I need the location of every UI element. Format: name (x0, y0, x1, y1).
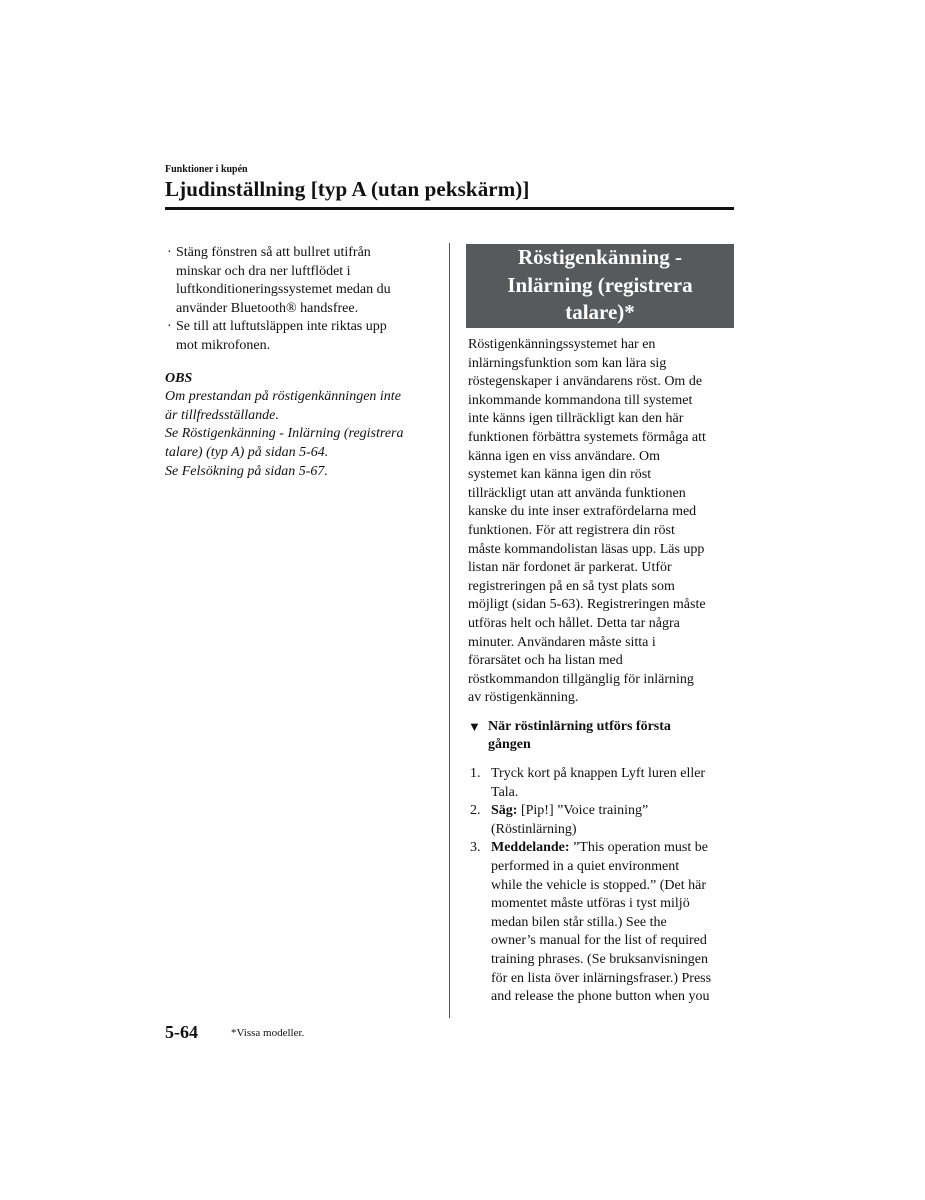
step-text: (Röstinlärning) (491, 821, 577, 837)
body-line: måste kommandolistan läsas upp. Läs upp (468, 541, 705, 557)
section-heading-line: talare)* (565, 300, 635, 324)
body-line: röstegenskaper i användarens röst. Om de (468, 374, 703, 390)
left-column (165, 244, 437, 481)
title-rule (165, 207, 734, 210)
step-line (491, 914, 734, 933)
step-text: Tala. (491, 784, 519, 800)
bullet-dot-icon: · (167, 319, 172, 335)
body-line: av röstigenkänning. (468, 690, 579, 706)
obs-line: Om prestandan på röstigenkänningen inte (165, 389, 401, 405)
body-line: möjligt (sidan 5-63). Registreringen måste (468, 597, 706, 613)
step-text: while the vehicle is stopped.” (Det här (491, 877, 706, 893)
body-line: inlärningsfunktion som kan lära sig (468, 355, 667, 371)
bullet-line: mot mikrofonen. (176, 337, 271, 353)
subheading-line: När röstinlärning utförs första (488, 718, 671, 734)
step-number: 3. (470, 840, 481, 856)
step-line (491, 802, 734, 821)
step-text: [Pip!] ”Voice training” (520, 803, 649, 819)
subheading (468, 718, 734, 755)
section-heading (466, 244, 734, 328)
obs-label: OBS (165, 370, 193, 386)
body-line: tillräckligt utan att använda funktionen (468, 485, 686, 501)
bullet-list (165, 244, 437, 356)
step-item (468, 765, 734, 802)
body-line: minuter. Användaren måste sitta i (468, 634, 656, 650)
step-text: ”This operation must be (573, 840, 708, 856)
body-line: funktionen. För att registrera din röst (468, 522, 675, 538)
body-line: inkommande kommandona till systemet (468, 392, 693, 408)
step-item (468, 839, 734, 1006)
section-label: Funktioner i kupén (165, 164, 248, 175)
body-line: inte känns igen tillräckligt kan den här (468, 411, 684, 427)
step-line (491, 821, 734, 840)
bullet-line: Stäng fönstren så att bullret utifrån (176, 245, 371, 260)
step-text: momentet måste utföras i tyst miljö (491, 896, 690, 912)
step-number: 1. (470, 766, 481, 782)
step-line (491, 765, 734, 784)
step-item (468, 802, 734, 839)
bullet-line: minskar och dra ner luftflödet i (176, 263, 351, 279)
step-text: Tryck kort på knappen Lyft luren eller (491, 766, 706, 782)
right-column (468, 336, 734, 1007)
step-number: 2. (470, 803, 481, 819)
step-line (491, 839, 734, 858)
subheading-line: gången (488, 737, 531, 753)
bullet-line: Se till att luftutsläppen inte riktas upp (176, 319, 387, 335)
bullet-line: använder Bluetooth® handsfree. (176, 300, 359, 316)
step-line (491, 877, 734, 896)
step-text: training phrases. (Se bruksanvisningen (491, 952, 708, 967)
triangle-icon: ▼ (468, 718, 481, 734)
step-text: owner’s manual for the list of required (491, 933, 707, 949)
obs-line: är tillfredsställande. (165, 407, 279, 423)
bullet-dot-icon: · (167, 245, 172, 260)
page-number: 5-64 (165, 1022, 198, 1042)
step-text: för en lista över inlärningsfraser.) Press (491, 970, 712, 986)
bullet-line: luftkonditioneringssystemet medan du (176, 282, 391, 298)
body-paragraph (468, 336, 734, 708)
obs-note (165, 388, 437, 481)
step-line (491, 784, 734, 803)
obs-line: talare) (typ A) på sidan 5-64. (165, 444, 329, 460)
step-label: Meddelande: (491, 840, 570, 856)
body-line: känna igen en viss användare. Om (468, 448, 661, 464)
body-line: utföras helt och hållet. Detta tar några (468, 615, 680, 631)
subheading-text (488, 718, 734, 755)
step-line (491, 951, 734, 970)
step-line (491, 988, 734, 1007)
body-line: kanske du inte inser extrafördelarna med (468, 504, 697, 520)
step-label: Säg: (491, 803, 518, 819)
body-line: listan när fordonet är parkerat. Utför (468, 560, 672, 576)
column-divider (449, 243, 450, 1018)
page-title: Ljudinställning [typ A (utan pekskärm)] (165, 177, 530, 201)
step-line (491, 970, 734, 989)
obs-line: Se Felsökning på sidan 5-67. (165, 463, 328, 479)
body-line: systemet kan känna igen din röst (468, 467, 652, 483)
footnote: *Vissa modeller. (231, 1027, 305, 1039)
step-text: and release the phone button when you (491, 989, 710, 1005)
body-line: funktionen förbättra systemets förmåga att (468, 429, 706, 445)
body-line: registreringen på en så tyst plats som (468, 578, 675, 594)
step-line (491, 858, 734, 877)
bullet-item (165, 244, 437, 318)
obs-line: Se Röstigenkänning - Inlärning (registrera (165, 426, 404, 442)
step-text: medan bilen står stilla.) See the (491, 914, 667, 930)
body-line: Röstigenkänningssystemet har en (468, 337, 656, 352)
body-line: röstkommandon tillgänglig för inlärning (468, 671, 694, 687)
body-line: förarsätet och ha listan med (468, 653, 623, 669)
step-line (491, 895, 734, 914)
bullet-item (165, 318, 437, 355)
step-text: performed in a quiet environment (491, 859, 680, 875)
section-heading-line: Röstigenkänning - (518, 245, 682, 269)
step-list (468, 765, 734, 1007)
step-line (491, 932, 734, 951)
section-heading-line: Inlärning (registrera (507, 272, 693, 297)
